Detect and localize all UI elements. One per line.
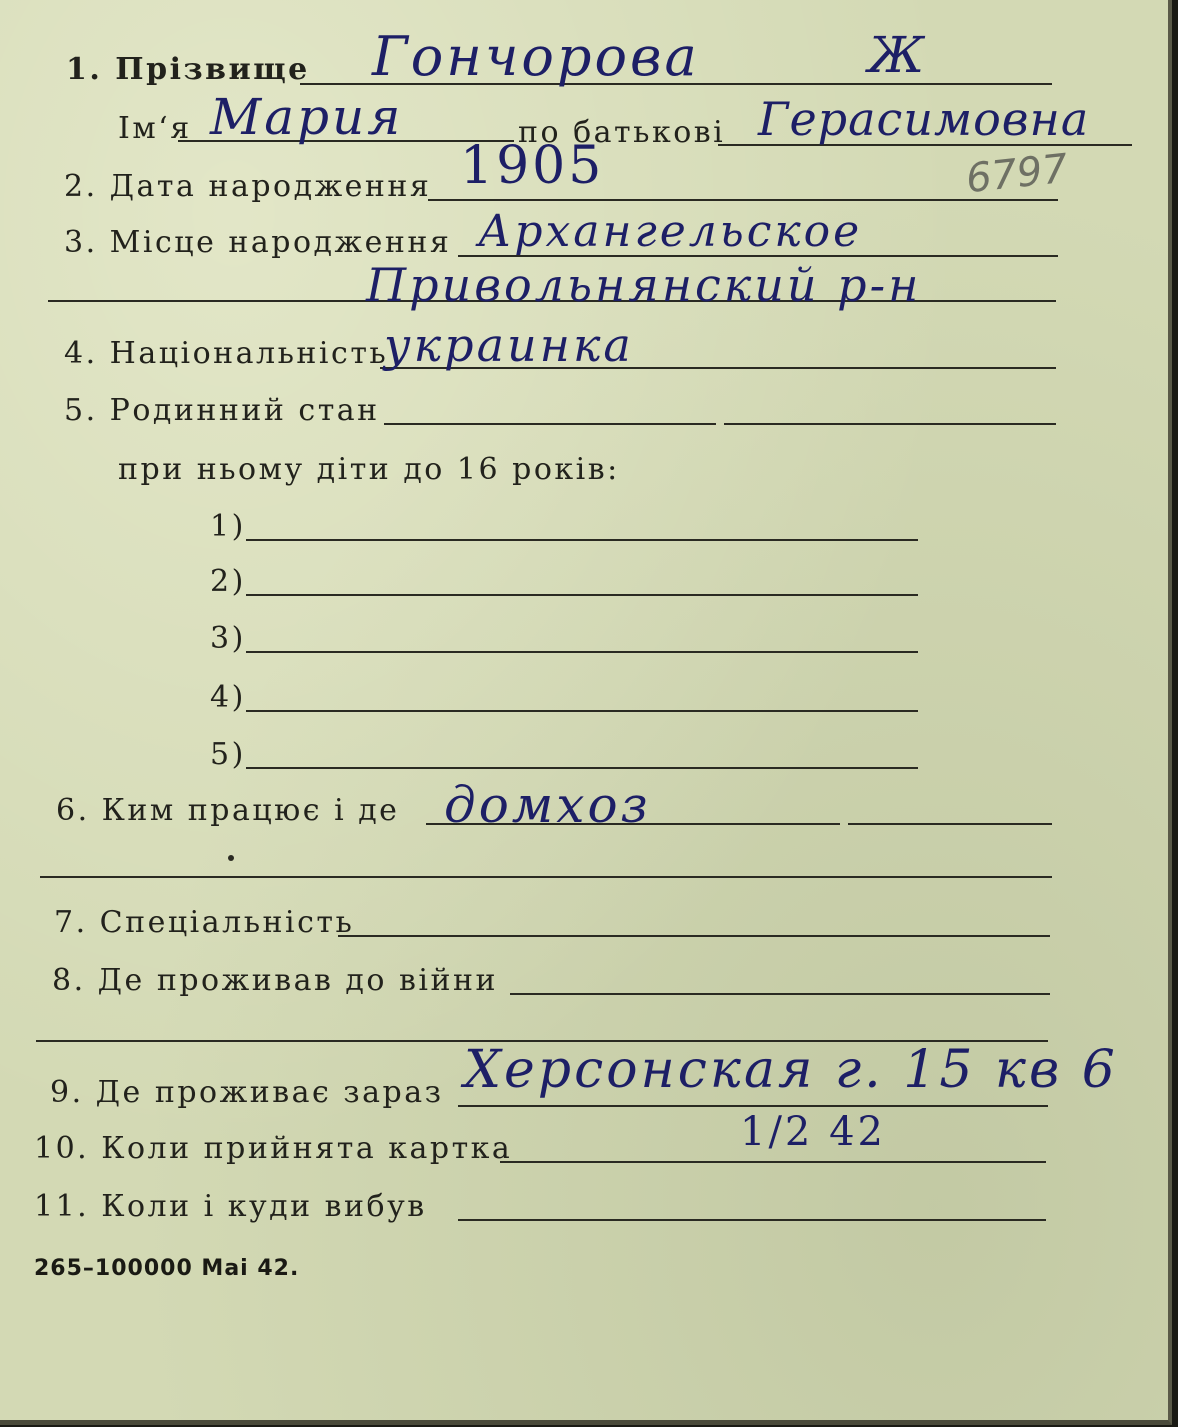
current-residence-label: 9. Де проживає зараз — [50, 1075, 444, 1110]
birth-date-line — [428, 199, 1058, 201]
surname-mark: Ж — [868, 26, 928, 84]
children-label: при ньому діти до 16 років: — [118, 452, 620, 487]
child-3-label: 3) — [210, 621, 246, 656]
marital-status-line-2 — [724, 423, 1056, 425]
departure-line — [458, 1219, 1046, 1221]
specialty-label: 7. Спеціальність — [54, 905, 355, 940]
birthplace-label: 3. Місце народження — [64, 225, 452, 260]
child-2-line — [246, 594, 918, 596]
nationality-label: 4. Національність — [64, 336, 389, 371]
birth-date-label: 2. Дата народження — [64, 169, 432, 204]
surname-value: Гончорова — [372, 25, 700, 88]
card-accepted-line — [500, 1161, 1046, 1163]
nationality-value: украинка — [384, 318, 634, 372]
child-4-line — [246, 710, 918, 712]
marital-status-label: 5. Родинний стан — [64, 393, 380, 428]
specialty-line — [338, 935, 1050, 937]
marital-status-line-1 — [384, 423, 716, 425]
occupation-label: 6. Ким працює і де — [56, 793, 400, 828]
current-residence-line — [458, 1105, 1048, 1107]
pre-war-residence-label: 8. Де проживав до війни — [52, 963, 498, 998]
card-accepted-value: 1/2 42 — [740, 1109, 886, 1155]
ink-dot — [228, 855, 234, 861]
pre-war-residence-line-1 — [510, 993, 1050, 995]
first-name-label: Ім‘я — [118, 111, 192, 146]
child-5-label: 5) — [210, 737, 246, 772]
patronymic-label: по батькові — [518, 115, 726, 150]
child-5-line — [246, 767, 918, 769]
occupation-line-3 — [40, 876, 1052, 878]
patronymic-value: Герасимовна — [758, 92, 1090, 146]
print-code: 265–100000 Mai 42. — [34, 1256, 300, 1281]
occupation-line-2 — [848, 823, 1052, 825]
child-1-line — [246, 539, 918, 541]
child-2-label: 2) — [210, 564, 246, 599]
birth-date-value: 1905 — [460, 136, 605, 196]
pencil-number: 6797 — [963, 145, 1070, 203]
departure-label: 11. Коли і куди вибув — [34, 1189, 427, 1224]
card-accepted-label: 10. Коли прийнята картка — [34, 1131, 513, 1166]
current-residence-value: Херсонская г. 15 кв 6 — [464, 1040, 1118, 1100]
child-1-label: 1) — [210, 509, 246, 544]
first-name-value: Мария — [210, 88, 404, 146]
child-3-line — [246, 651, 918, 653]
occupation-value: домхоз — [444, 776, 651, 834]
surname-label: 1. Прізвище — [66, 52, 310, 87]
birthplace-value-2: Привольнянский р-н — [366, 258, 922, 312]
birthplace-value-1: Архангельское — [478, 206, 863, 257]
child-4-label: 4) — [210, 680, 246, 715]
